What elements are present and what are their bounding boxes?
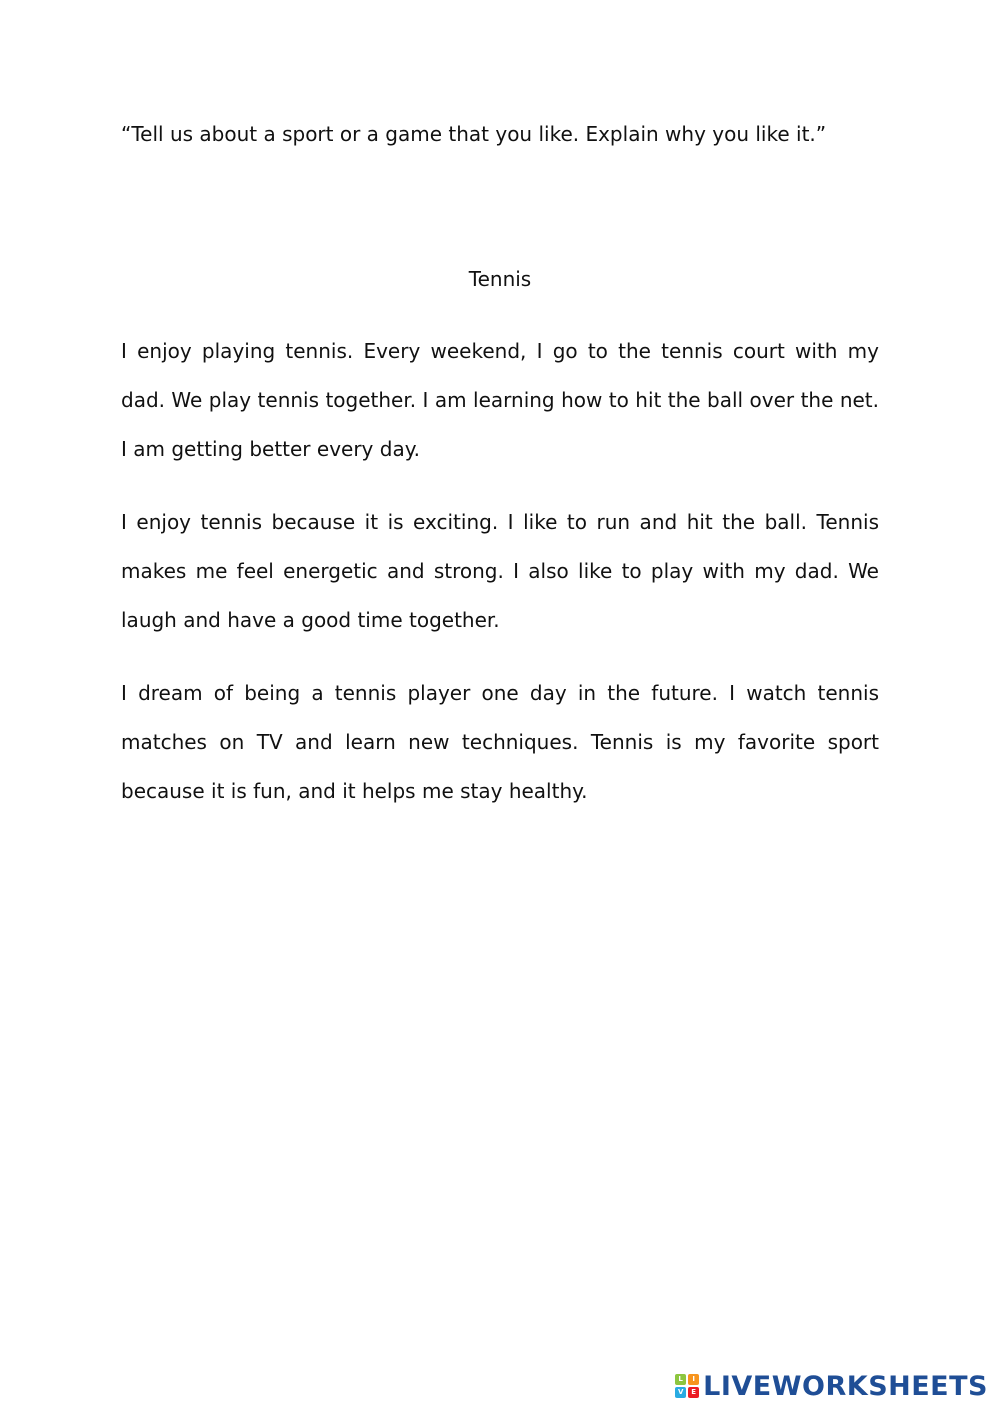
- liveworksheets-logo[interactable]: [675, 1368, 988, 1404]
- essay-title: Tennis: [468, 267, 532, 291]
- logo-mark-tile: I: [688, 1374, 699, 1385]
- essay-paragraph: I dream of being a tennis player one day in the future. I watch tennis matches on TV and learn new techniques. Tennis is my favorite sport because it is fun, and it helps me stay healthy.: [121, 681, 879, 803]
- liveworksheets-logo-icon: [675, 1374, 699, 1398]
- essay-body: [121, 327, 879, 840]
- logo-mark-tile: E: [688, 1387, 699, 1398]
- essay-paragraph: I enjoy tennis because it is exciting. I like to run and hit the ball. Tennis makes me feel energetic and strong. I also like to play with my dad. We laugh and have a good time together.: [121, 510, 879, 632]
- logo-mark-tile: V: [675, 1387, 686, 1398]
- writing-prompt: “Tell us about a sport or a game that you like. Explain why you like it.”: [121, 122, 827, 146]
- logo-text: LIVEWORKSHEETS: [703, 1370, 988, 1402]
- essay-paragraph: I enjoy playing tennis. Every weekend, I go to the tennis court with my dad. We play tennis together. I am learning how to hit the ball over the net. I am getting better every day.: [121, 339, 879, 461]
- logo-mark-tile: L: [675, 1374, 686, 1385]
